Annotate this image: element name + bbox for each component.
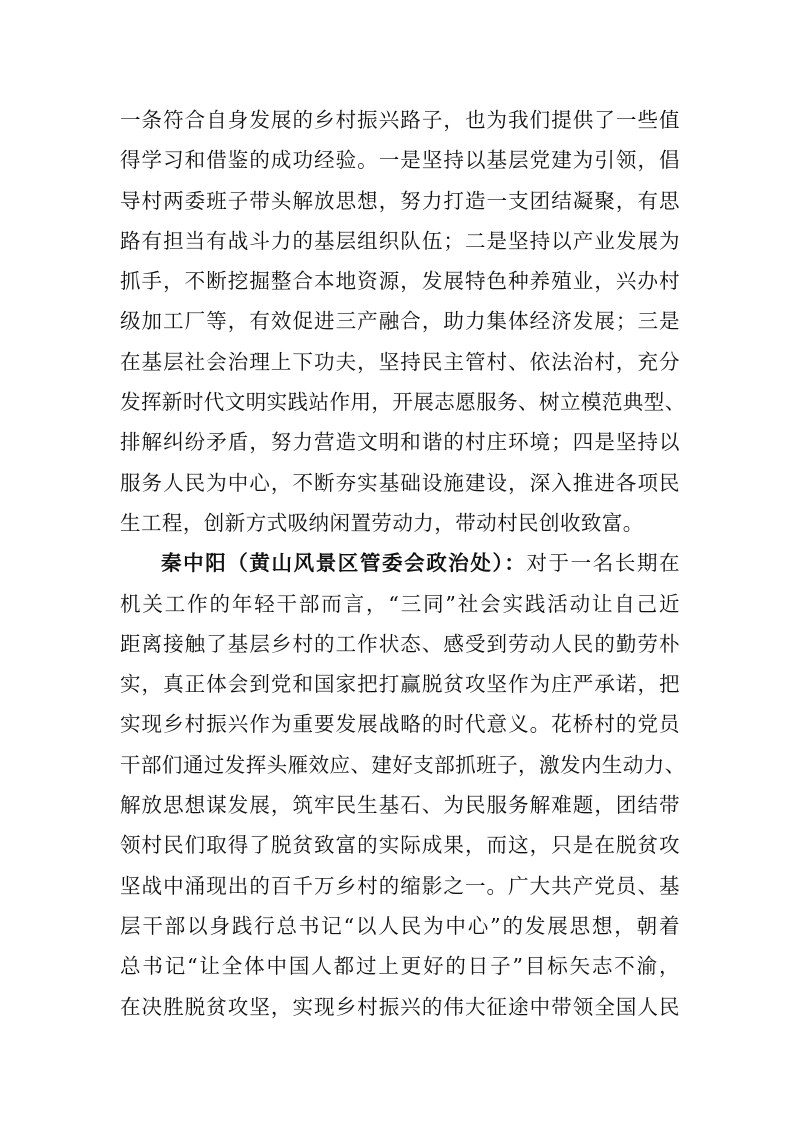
text-line: 实，真正体会到党和国家把打赢脱贫攻坚作为庄严承诺，把 — [120, 672, 680, 697]
text-line: 导村两委班子带头解放思想，努力打造一支团结凝聚，有思 — [120, 188, 680, 213]
text-segment: 对于一名长期在 — [526, 551, 680, 576]
text-line: 距离接触了基层乡村的工作状态、感受到劳动人民的勤劳朴 — [120, 631, 680, 656]
paragraph-2-first-line — [120, 543, 680, 583]
text-line: 抓手，不断挖掘整合本地资源，发展特色种养殖业，兴办村 — [120, 269, 680, 294]
text-line: 解放思想谋发展，筑牢民生基石、为民服务解难题，团结带 — [120, 793, 680, 818]
paragraph-2 — [120, 543, 686, 1027]
text-line: 坚战中涌现出的百千万乡村的缩影之一。广大共产党员、基 — [120, 873, 680, 898]
text-line: 生工程，创新方式吸纳闲置劳动力，带动村民创收致富。 — [120, 510, 644, 535]
text-line: 一条符合自身发展的乡村振兴路子，也为我们提供了一些值 — [120, 108, 680, 132]
text-line: 机关工作的年轻干部而言，“三同”社会实践活动让自己近 — [120, 591, 680, 616]
text-line: 在基层社会治理上下功夫，坚持民主管村、依法治村，充分 — [120, 349, 680, 374]
text-line: 级加工厂等，有效促进三产融合，助力集体经济发展；三是 — [120, 309, 680, 334]
speaker-name: 秦中阳（黄山风景区管委会政治处）： — [161, 551, 527, 576]
text-line: 得学习和借鉴的成功经验。一是坚持以基层党建为引领，倡 — [120, 148, 680, 173]
body-text — [120, 100, 686, 1027]
text-line: 实现乡村振兴作为重要发展战略的时代意义。花桥村的党员 — [120, 712, 680, 737]
text-line: 排解纠纷矛盾，努力营造文明和谐的村庄环境；四是坚持以 — [120, 430, 680, 455]
text-line: 发挥新时代文明实践站作用，开展志愿服务、树立模范典型、 — [120, 390, 686, 415]
text-line: 总书记“让全体中国人都过上更好的日子”目标矢志不渝， — [120, 954, 680, 979]
text-line: 干部们通过发挥头雁效应、建好支部抓班子，激发内生动力、 — [120, 752, 686, 777]
paragraph-1 — [120, 100, 686, 543]
text-line: 层干部以身践行总书记“以人民为中心”的发展思想，朝着 — [120, 913, 680, 938]
text-line: 服务人民为中心，不断夯实基础设施建设，深入推进各项民 — [120, 470, 680, 495]
text-line: 领村民们取得了脱贫致富的实际成果，而这，只是在脱贫攻 — [120, 833, 680, 858]
text-line: 在决胜脱贫攻坚，实现乡村振兴的伟大征途中带领全国人民 — [120, 994, 680, 1019]
text-line: 路有担当有战斗力的基层组织队伍；二是坚持以产业发展为 — [120, 228, 680, 253]
